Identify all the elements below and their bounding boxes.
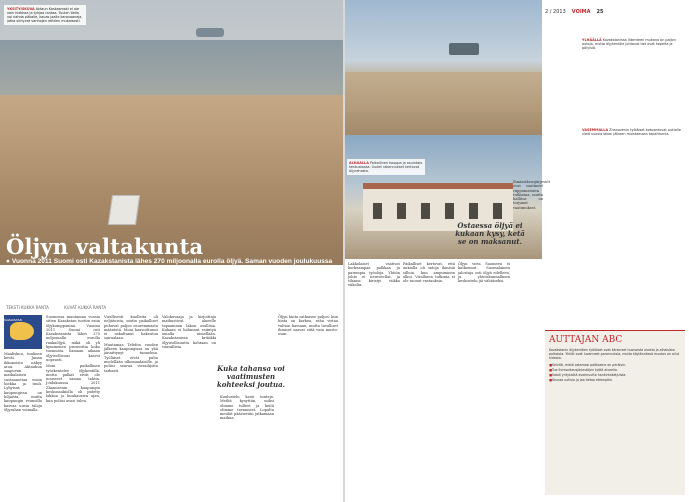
paragraph: Paikalliset kertovat, että aukiolla oli satoja ihmisiä silloin, kun ampuminen alkoi. Virallinen tutkinta ei ole tuonut vastauksia. bbox=[403, 262, 455, 284]
road-photo bbox=[345, 0, 542, 135]
road-area bbox=[345, 72, 542, 112]
concrete-post bbox=[108, 195, 140, 225]
sidebar-bullet: ■ Tue ihmisoikeusjärjestöjen työtä alueella. bbox=[549, 368, 681, 372]
caption-text: Paikallinen kauppa ja asuintalo keskustassa. Uudet rakennukset kertovat öljyrahasta. bbox=[349, 161, 423, 174]
article-column-4 bbox=[162, 315, 216, 500]
caption-text: Kazakstanissa liikenteen mukana on paljon autoja, mutta öljykentille johtavat tiet ovat kapeita ja pölyisiä. bbox=[582, 38, 676, 51]
window bbox=[397, 203, 406, 219]
text-byline: TEKSTI KUKKA RANTA bbox=[6, 305, 49, 310]
map-label: KAZAKSTAN bbox=[4, 318, 22, 322]
caption-label: YLHÄÄLLÄ bbox=[582, 38, 602, 42]
hero-caption-text: Aktaun Kaskasmaki ei ole vain hiekkaa ja tyhjaa rantaa. Tuulen tiella voi nahda pitkalle, kauas jaalle karavaaneja, jotka siirtyvat vanhojen reittien mukaisesti. bbox=[7, 7, 83, 24]
sea-area bbox=[0, 40, 344, 100]
map-land bbox=[10, 322, 34, 340]
window bbox=[421, 203, 430, 219]
caption-label: ALHAALLA bbox=[349, 161, 369, 165]
pull-quote-right: Ostaessa öljyä ei kukaan kysy, ketä se on maksanut. bbox=[455, 221, 525, 247]
article-column-5 bbox=[220, 395, 274, 500]
paragraph: Ihmisoikeusjärjestöt ovat vaatineet riippumatonta tutkintaa, mutta hallitus on torjunut vaatimukset. bbox=[513, 180, 551, 210]
paragraph: Kuulustelu kesti tunteja. Meiltä kysyttiin, miksi olimme tulleet ja keitä olimme tavanneet. Lopulta meidät päästettiin jatkamaan matkaa. bbox=[220, 395, 274, 421]
hero-photo bbox=[0, 0, 344, 281]
caption-label: VASEMMALLA bbox=[582, 128, 609, 132]
right-column-1 bbox=[348, 262, 400, 498]
paragraph: Lakkolaiset vaativat korkeampaa palkkaa ja parempia työoloja. Yhtiön johto ei neuvotellut, ja tilanne kiristyi viikko viikolta. bbox=[348, 262, 400, 288]
car-shape bbox=[196, 28, 224, 37]
paragraph: Maaliskuu, tuulinen kevät. Junan ikkunoista näkyy aroa. Aktauhun saapuvan matkalaisen vastaanottaa ensin hiekka ja tuuli. Lyhyissä kaupungissa on hiljaista, mutta kaupungin reunoilla kasvaa uusia taloja öljyrahan voimalla. bbox=[4, 352, 42, 412]
article-column-2 bbox=[46, 315, 100, 500]
sidebar-bullets bbox=[549, 363, 681, 382]
left-page bbox=[0, 0, 344, 502]
issue-date: 2 / 2013 bbox=[545, 9, 566, 15]
paragraph: Öljyn virta Suomeen ei katkennut. Suomalainen jalostaja osti öljyä edelleen, ja yhteiskunnallinen keskustelu jäi vähäiseksi. bbox=[458, 262, 510, 284]
caption-text: Zhanozenin työläiset kokoontuvat aukiolle vielä vuosia lakon jälkeen muistamaan tapahtumia. bbox=[582, 128, 681, 137]
lede bbox=[6, 258, 336, 282]
caption-mid bbox=[582, 128, 682, 136]
right-column-3 bbox=[458, 262, 510, 498]
magazine-name: VOIMA bbox=[571, 9, 591, 15]
hero-caption-label: YKSITYISKUVA bbox=[7, 7, 35, 11]
sidebar-bullet: ■ Selvitä, mistä ostamasi polttoaine on peräisin. bbox=[549, 363, 681, 367]
window bbox=[445, 203, 454, 219]
page-number: 25 bbox=[596, 9, 604, 15]
lede-text: Vuonna 2011 Suomi osti Kazakstanista lähes 270 miljoonalla eurolla öljyä. Saman vuoden joulukuussa Zhanozenin öljykaupungissa poliisi avasi tulen kohti lakkoilevia öljytyöläisiä. Kukka Ranta vieraili veriöljyn tapahtumapaikoilla viime syksynä. Mustalaiset miehet seuraavat mukana. bbox=[6, 258, 333, 281]
paragraph: Valokuvaaja ja kirjoittaja matkustivat alueelle tapaamaan lakon osallisia. Kukaan ei halunnut esiintyä omalla nimellään. Kazakstanissa kritiikki öljyteollisuutta kohtaan on vaarallista. bbox=[162, 315, 216, 350]
bus-shape bbox=[449, 43, 479, 55]
caption-top bbox=[582, 38, 682, 50]
article-column-3 bbox=[104, 315, 158, 500]
sidebar-bullet: ■ Seuraa uutisia ja jaa tietoa eteenpäin. bbox=[549, 378, 681, 382]
hero-caption bbox=[4, 5, 86, 25]
sidebar-bullet: ■ Vaadi yrityksiltä avoimuutta hankintaketjuista. bbox=[549, 373, 681, 377]
sidebar-intro: Kazakstanin öljykenttien työläiset ovat kärsineet huonoista oloista ja alhaisista palkoista. Yhtiöt ovat luvanneet parannuksia, mutta käytännössä muutos on ollut hidasta. bbox=[549, 348, 680, 360]
sidebar-box bbox=[545, 330, 685, 495]
paragraph: Öljyn hinta ratkaisee paljon: kun hinta on korkea, raha virtaa valtion kassaan, mutta tavalliset ihmiset saavat siitä vain murto-osan. bbox=[278, 315, 338, 337]
article-column-6 bbox=[278, 315, 338, 500]
paragraph: Muutamaa Telefon vuoden jälkeen kaupungissa on yhä jännittynyt tunnelma. Työläiset eivät puhu mielellään ulkomaalaisille, ja poliisi seuraa vierailijoita tarkasti. bbox=[104, 342, 158, 373]
window bbox=[373, 203, 382, 219]
paragraph: Virallisesti kuolleita oli neljätoista, mutta paikalliset puhuvat paljon suuremmasta määrästä. Moni haavoittunut ei uskaltanut hakeutua sairaalaan. bbox=[104, 315, 158, 341]
headline: Öljyn valtakunta bbox=[6, 234, 204, 259]
bylines bbox=[6, 305, 120, 310]
folio bbox=[545, 9, 604, 15]
pull-quote-left: Kuka tahansa voi vaatimusten kohteeksi joutua. bbox=[216, 364, 286, 390]
right-column-2 bbox=[403, 262, 455, 498]
bullet-icon: ● bbox=[6, 258, 12, 265]
window bbox=[469, 203, 478, 219]
paragraph: Suomessa muutamaa vuosia sitten Kazakstan tuotiin esiin öljykumppanina. Vuonna 2011 Suomi osti Kazakstanista lähes 270 miljoonalla eurolla raakaöljyä, mikä oli yli kymmenen prosenttia koko tuonnista. Samaan aikaan öljyteollisuus kasvoi nopeasti. bbox=[46, 315, 100, 362]
right-column-4 bbox=[513, 180, 551, 498]
window bbox=[493, 203, 502, 219]
photo-byline: KUVAT KUKKA RANTA bbox=[64, 305, 107, 310]
article-column-1 bbox=[4, 352, 42, 500]
sidebar-text bbox=[549, 348, 681, 360]
photo-caption-mid bbox=[347, 159, 425, 175]
paragraph: Moni paikallinen työskentelee öljykentillä, mutta palkat eivät ole nousseet samaa tahtia. Joulukuussa 2011 Zhanozenin kaupungin keskusaukiolla oli pidetty lakkoa jo kuukausien ajan, kun poliisi avasi tulen. bbox=[46, 364, 100, 403]
sidebar-title: AUTTAJAN ABC bbox=[549, 335, 623, 345]
